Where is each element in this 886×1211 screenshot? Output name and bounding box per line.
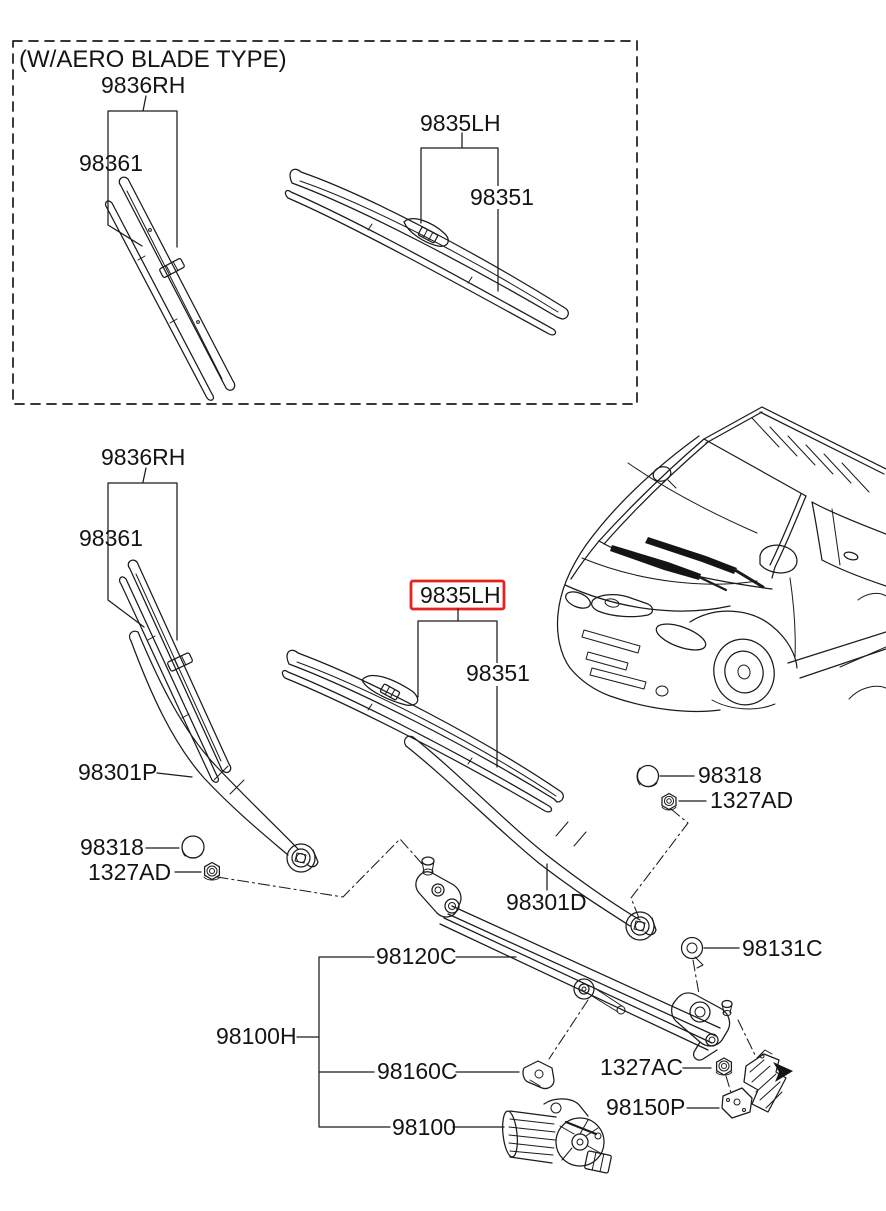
part-label-98131c[interactable]: 98131C bbox=[742, 935, 823, 961]
mount-line-left bbox=[217, 839, 424, 897]
part-label-98351[interactable]: 98351 bbox=[466, 660, 530, 686]
vehicle-illustration bbox=[558, 407, 886, 711]
part-label-98318-left[interactable]: 98318 bbox=[80, 834, 144, 860]
part-label-9835lh-aero[interactable]: 9835LH bbox=[420, 110, 501, 136]
motor-clip-illustration bbox=[523, 1061, 554, 1089]
part-label-98301d[interactable]: 98301D bbox=[506, 889, 587, 915]
part-label-98100[interactable]: 98100 bbox=[392, 1114, 456, 1140]
wiper-blade-rh-illustration bbox=[120, 560, 231, 782]
part-label-98160c[interactable]: 98160C bbox=[377, 1058, 458, 1084]
mount-line-right bbox=[631, 809, 688, 918]
wiper-linkage-illustration bbox=[416, 857, 732, 1060]
part-label-98120c[interactable]: 98120C bbox=[376, 943, 457, 969]
part-label-1327ad-right[interactable]: 1327AD bbox=[710, 787, 794, 813]
part-label-98100h[interactable]: 98100H bbox=[216, 1023, 297, 1049]
wiper-motor-illustration bbox=[501, 1099, 612, 1173]
bracket-9835lh-aero bbox=[421, 133, 498, 291]
assembly-bracket-lines bbox=[297, 957, 519, 1127]
aero-blade-type-section bbox=[13, 41, 637, 404]
pivot-cap-right-illustration bbox=[637, 766, 659, 787]
main-section bbox=[78, 444, 823, 1173]
wiper-blade-rh-aero-illustration bbox=[106, 177, 235, 400]
mount-line-grommet bbox=[693, 960, 699, 994]
part-label-98150p[interactable]: 98150P bbox=[606, 1094, 686, 1120]
mount-bracket-illustration bbox=[722, 1050, 793, 1118]
pivot-nut-right-illustration bbox=[662, 794, 676, 811]
mount-nut-illustration bbox=[716, 1058, 732, 1075]
part-label-98361[interactable]: 98361 bbox=[79, 525, 143, 551]
part-label-1327ac[interactable]: 1327AC bbox=[600, 1054, 684, 1080]
part-label-1327ad-left[interactable]: 1327AD bbox=[88, 859, 172, 885]
part-label-98361-aero[interactable]: 98361 bbox=[79, 150, 143, 176]
part-label-98301p[interactable]: 98301P bbox=[78, 759, 158, 785]
part-label-98318-right[interactable]: 98318 bbox=[698, 762, 762, 788]
leader-98301p bbox=[157, 773, 192, 777]
pivot-grommet-illustration bbox=[682, 938, 704, 969]
part-label-98351-aero[interactable]: 98351 bbox=[470, 184, 534, 210]
pivot-cap-left-illustration bbox=[182, 836, 204, 858]
part-label-9835lh-selected[interactable]: 9835LH bbox=[420, 582, 501, 608]
aero-box-title: (W/AERO BLADE TYPE) bbox=[19, 46, 287, 73]
part-label-9836rh-aero[interactable]: 9836RH bbox=[101, 72, 186, 98]
mount-line-bracket bbox=[738, 1020, 756, 1057]
mount-line-clip bbox=[549, 1000, 588, 1059]
part-label-9836rh[interactable]: 9836RH bbox=[101, 444, 186, 470]
